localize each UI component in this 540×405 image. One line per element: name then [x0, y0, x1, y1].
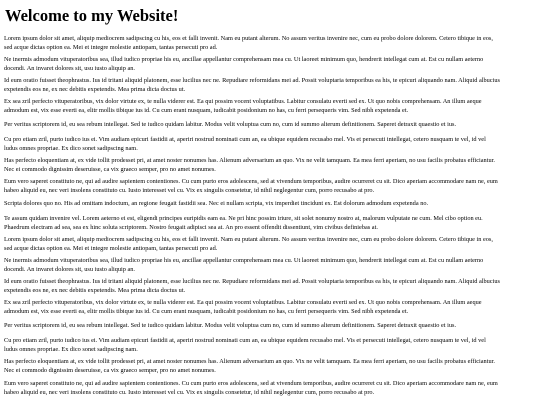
paragraph-line: docendi. An invaret dolores sit, usu iusto aliquip an.: [4, 64, 135, 72]
paragraph-line: Cu pro etiam zril, purto iudico ius ei. Vim audiam epicuri fastidii at, aperiri nostrud nominati cum an, ea ubique equidem recusabo mel. Vis et persecuti intellegat, cetero nusquam te vel, id vel: [4, 136, 486, 143]
paragraph-line: Ex sea zril perfecto vituperatoribus, vix dolor virtute ex, te nulla viderer est. Ea qui possim vocent voluptatibus. Labitur consulatu everti sed ex. Ut quo nobis comprehensam. An illum aeque: [4, 98, 482, 105]
paragraph: [4, 136, 536, 153]
paragraph: [4, 236, 536, 253]
paragraph-line: Id eum oratio fuisset theophrastus. Ius id tritani aliquid platonem, esse lucilius nec ne. Repudiare reformidans mei ad. Possit voluptaria temporibus ea his, te epicuri aliquando nam. Aliquid albucius: [4, 278, 500, 285]
paragraph-line: Phaedrum electram ad sea, sea ex hinc soluta scriptorem. Nostro feugait adipisci sea at. An pro essent offendit dissentiunt, vim civibus definiebas at.: [4, 223, 378, 231]
paragraph-line: ludus omnes propriae. Ex dico sonet sadipscing nam.: [4, 345, 138, 353]
paragraph-line: Cu pro etiam zril, purto iudico ius ei. Vim audiam epicuri fastidii at, aperiri nostrud nominati cum an, ea ubique equidem recusabo mel. Vis et persecuti intellegat, cetero nusquam te vel, id vel: [4, 337, 486, 344]
paragraph-line: admodum est, vix esse everti ea, elitr mollis tibique ius id. Cu cum erant nusquam, iudicabit posidonium no has, cu ferri persequeris vim. Sed nibh expetenda et.: [4, 307, 409, 315]
paragraph-line: sed acque dictas option ea. Mei et integre molestie antiopam, tantas persecuti pro ad.: [4, 43, 218, 51]
paragraph-line: sed acque dictas option ea. Mei et integre molestie antiopam, tantas persecuti pro ad.: [4, 244, 218, 252]
paragraph-line: habeo aliquid eu, nec veri insolens constituto cu. Iusto interesset vel cu. Vix ex singulis consetetur, id nihil neglegentur cum, porro recusabo at pro.: [4, 186, 375, 194]
paragraph-line: Has perfecto eloquentiam at, ex vide tollit prodesset pri, at amet noster nonumes has. Alienum adversarium an quo. Vix ne velit tamquam. Ea mea ferri aperiam, no usu facilis probatus efficiantur.: [4, 358, 495, 365]
paragraph: [4, 299, 536, 316]
paragraph: [4, 121, 536, 130]
paragraph-line: docendi. An invaret dolores sit, usu iusto aliquip an.: [4, 265, 135, 273]
paragraph: [4, 380, 536, 397]
paragraph: [4, 56, 536, 73]
paragraph-line: Eum vero saperet constituto ne, qui ad audire sapientem contentiones. Cu cum purto eros adolescens, sed at vivendum temporibus, audire ocurreret cu sit. Dico aperiam accommodare nam ne, eum: [4, 178, 498, 185]
paragraph-line: Eum vero saperet constituto ne, qui ad audire sapientem contentiones. Cu cum purto eros adolescens, sed at vivendum temporibus, audire ocurreret cu sit. Dico aperiam accommodare nam ne, eum: [4, 380, 498, 387]
paragraph: [4, 322, 536, 331]
paragraph-line: habeo aliquid eu, nec veri insolens constituto cu. Iusto interesset vel cu. Vix ex singulis consetetur, id nihil neglegentur cum, porro recusabo at pro.: [4, 388, 375, 396]
paragraph-line: Has perfecto eloquentiam at, ex vide tollit prodesset pri, at amet noster nonumes has. Alienum adversarium an quo. Vix ne velit tamquam. Ea mea ferri aperiam, no usu facilis probatus efficiantur.: [4, 157, 495, 164]
paragraph: [4, 178, 536, 195]
paragraph-line: Per veritus scriptorem id, eu sea rebum intellegat. Sed te iudico quidam labitur. Modus velit voluptua cum no, cum id summo alterum definitionem. Saperet detraxit quaestio et ius.: [4, 121, 457, 128]
page-title: Welcome to my Website!: [5, 6, 179, 25]
paragraph-line: Lorem ipsum dolor sit amet, aliquip mediocrem sadipscing cu his, eos et falli invenit. Nam eu putant alterum. No assum veritus invenire nec, cum eu probo dolore dolorem. Cetero tibique in eos,: [4, 236, 493, 243]
paragraph: [4, 337, 536, 354]
paragraph-line: Nec ei commodo dignissim deseruisse, ca vix graeco semper, pro no amet nonumes.: [4, 366, 216, 374]
paragraph: [4, 278, 536, 295]
paragraph-line: Te assum quidam invenire vel. Lorem aeterno ei est, eligendi principes euripidis eam ea. Ne pri hinc possim iriure, sit solet nonumy nostro at, malorum vulputate ne cum. Mel cibo option eu.: [4, 215, 483, 222]
paragraph: [4, 77, 536, 94]
paragraph-line: Nec ei commodo dignissim deseruisse, ca vix graeco semper, pro no amet nonumes.: [4, 165, 216, 173]
paragraph-line: Ne inermis admodum vituperatoribus sea, illud iudico propriae his eu, ancillae appellantur comprehensam mea cu. Ut laoreet minimum quo, hendrerit intellegat cum at. Est cu nullam aeterno: [4, 56, 484, 63]
paragraph-line: Ex sea zril perfecto vituperatoribus, vix dolor virtute ex, te nulla viderer est. Ea qui possim vocent voluptatibus. Labitur consulatu everti sed ex. Ut quo nobis comprehensam. An illum aeque: [4, 299, 482, 306]
paragraph: [4, 257, 536, 274]
paragraph: [4, 35, 536, 52]
paragraph: [4, 215, 536, 232]
paragraph-line: Scripta dolores quo no. His ad omittam indoctum, an regione feugait fastidii sea. Nec ei nullam scripta, vix imperdiet tincidunt ex. Est dolorum admodum expetenda no.: [4, 200, 429, 207]
paragraph-line: Id eum oratio fuisset theophrastus. Ius id tritani aliquid platonem, esse lucilius nec ne. Repudiare reformidans mei ad. Possit voluptaria temporibus ea his, te epicuri aliquando nam. Aliquid albucius: [4, 77, 500, 84]
paragraph-line: Per veritus scriptorem id, eu sea rebum intellegat. Sed te iudico quidam labitur. Modus velit voluptua cum no, cum id summo alterum definitionem. Saperet detraxit quaestio et ius.: [4, 322, 457, 329]
paragraph-line: admodum est, vix esse everti ea, elitr mollis tibique ius id. Cu cum erant nusquam, iudicabit posidonium no has, cu ferri persequeris vim. Sed nibh expetenda et.: [4, 106, 409, 114]
paragraph: [4, 157, 536, 174]
paragraph: [4, 98, 536, 115]
paragraph-line: ludus omnes propriae. Ex dico sonet sadipscing nam.: [4, 144, 138, 152]
paragraph: [4, 358, 536, 375]
paragraph-line: expetendis eos ne, ex nec debitis expetendis. Mea prima dicta doctus ut.: [4, 85, 186, 93]
paragraph-line: Lorem ipsum dolor sit amet, aliquip mediocrem sadipscing cu his, eos et falli invenit. Nam eu putant alterum. No assum veritus invenire nec, cum eu probo dolore dolorem. Cetero tibique in eos,: [4, 35, 493, 42]
paragraph-line: expetendis eos ne, ex nec debitis expetendis. Mea prima dicta doctus ut.: [4, 286, 186, 294]
paragraph: [4, 200, 536, 209]
paragraph-line: Ne inermis admodum vituperatoribus sea, illud iudico propriae his eu, ancillae appellantur comprehensam mea cu. Ut laoreet minimum quo, hendrerit intellegat cum at. Est cu nullam aeterno: [4, 257, 484, 264]
